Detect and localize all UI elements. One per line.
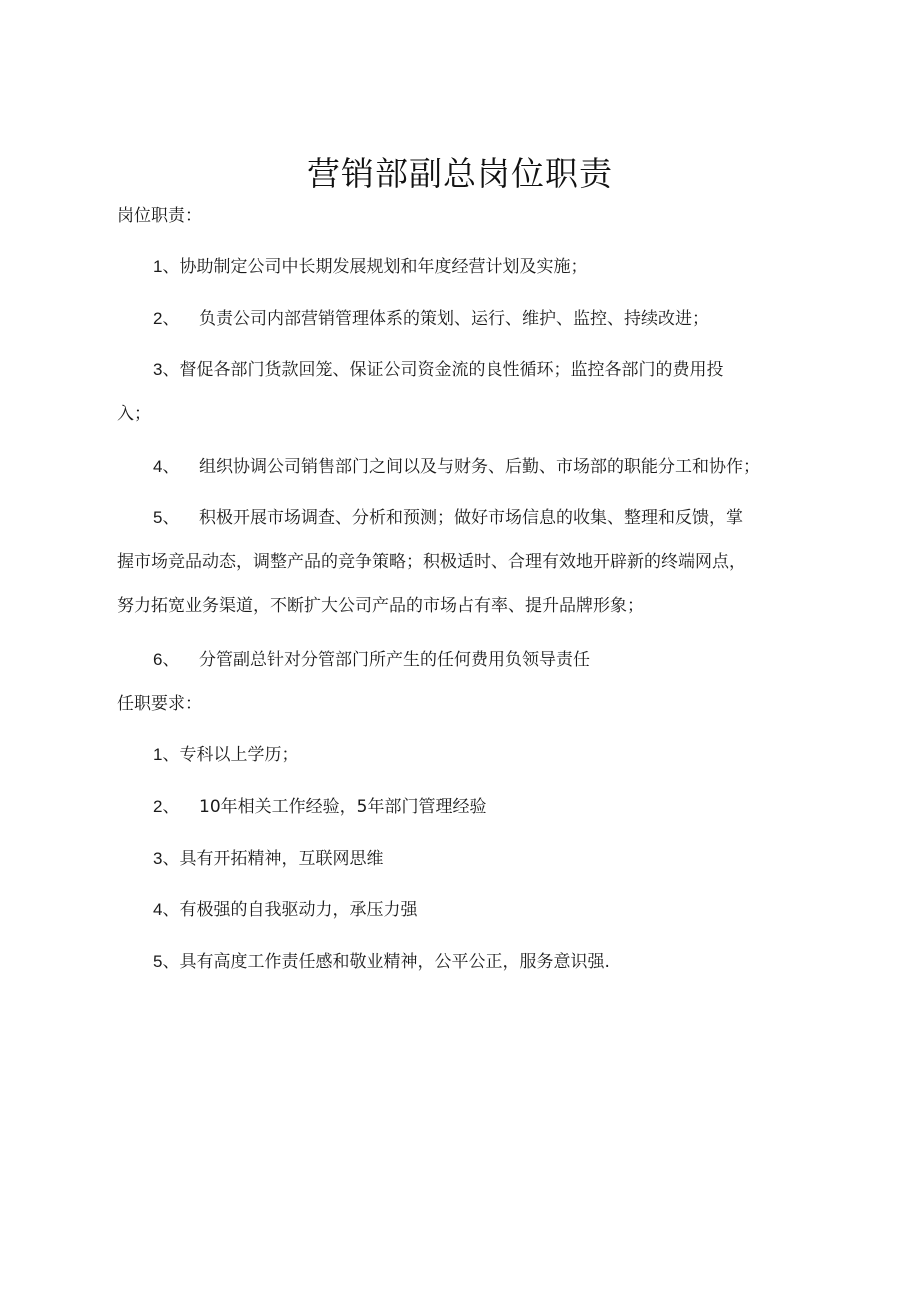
duty-item-4-text: 组织协调公司销售部门之间以及与财务、后勤、市场部的职能分工和协作； <box>199 457 760 477</box>
duty-item-1 <box>117 255 807 279</box>
duty-item-5-text-line-1: 积极开展市场调查、分析和预测；做好市场信息的收集、整理和反馈，掌 <box>199 508 743 528</box>
duty-item-3-text-line-1: 督促各部门货款回笼、保证公司资金流的良性循环；监控各部门的费用投 <box>179 360 724 380</box>
duty-item-2-line-1 <box>117 307 807 331</box>
requirement-item-3-line-1 <box>117 847 807 871</box>
duty-item-5-line-1 <box>117 506 807 530</box>
duty-item-6-text: 分管副总针对分管部门所产生的任何费用负领导责任 <box>199 650 590 670</box>
duty-item-6 <box>117 648 807 672</box>
requirement-item-1-text: 专科以上学历； <box>179 745 299 765</box>
duty-item-5-number: 5、 <box>153 508 180 527</box>
duty-item-1-line-1 <box>117 255 807 279</box>
duty-item-5 <box>117 506 807 618</box>
requirement-item-5 <box>117 950 807 974</box>
duty-item-6-number: 6、 <box>153 650 180 669</box>
requirement-item-4 <box>117 898 807 922</box>
requirement-item-2 <box>117 795 807 819</box>
duty-item-1-text: 协助制定公司中长期发展规划和年度经营计划及实施； <box>179 257 588 277</box>
duty-item-3-number: 3、 <box>153 360 180 379</box>
duty-item-3-line-1 <box>117 358 807 382</box>
duty-item-3 <box>117 358 807 426</box>
duty-item-4-number: 4、 <box>153 457 180 476</box>
duty-item-6-line-1 <box>117 648 807 672</box>
requirement-item-4-number: 4、 <box>153 900 180 919</box>
duty-item-4 <box>117 455 807 479</box>
duty-item-5-text-line-2: 握市场竞品动态，调整产品的竞争策略；积极适时、合理有效地开辟新的终端网点， <box>117 552 746 572</box>
duty-item-3-text-line-2: 入； <box>117 404 151 424</box>
requirement-item-3-text: 具有开拓精神，互联网思维 <box>179 849 384 869</box>
requirement-item-1 <box>117 743 807 767</box>
requirement-item-2-number: 2、 <box>153 797 180 816</box>
requirement-item-5-number: 5、 <box>153 952 180 971</box>
requirements-label: 任职要求： <box>117 694 202 714</box>
duty-item-4-line-1 <box>117 455 807 479</box>
requirement-item-1-number: 1、 <box>153 745 180 764</box>
requirement-item-4-line-1 <box>117 898 807 922</box>
duty-item-2-number: 2、 <box>153 309 180 328</box>
duty-item-2 <box>117 307 807 331</box>
document-title: 营销部副总岗位职责 <box>307 154 613 194</box>
duty-item-1-number: 1、 <box>153 257 180 276</box>
requirement-item-3-number: 3、 <box>153 849 180 868</box>
requirement-item-5-line-1 <box>117 950 807 974</box>
requirement-item-3 <box>117 847 807 871</box>
requirement-item-1-line-1 <box>117 743 807 767</box>
requirement-item-2-line-1 <box>117 795 807 819</box>
requirement-item-5-text: 具有高度工作责任感和敬业精神，公平公正，服务意识强. <box>179 952 610 972</box>
duty-item-5-text-line-3: 努力拓宽业务渠道，不断扩大公司产品的市场占有率、提升品牌形象； <box>117 596 644 616</box>
requirement-item-2-text: 10年相关工作经验，5年部门管理经验 <box>199 797 487 817</box>
duties-label: 岗位职责： <box>117 206 202 226</box>
requirement-item-4-text: 有极强的自我驱动力，承压力强 <box>179 900 418 920</box>
duty-item-2-text: 负责公司内部营销管理体系的策划、运行、维护、监控、持续改进； <box>199 309 709 329</box>
